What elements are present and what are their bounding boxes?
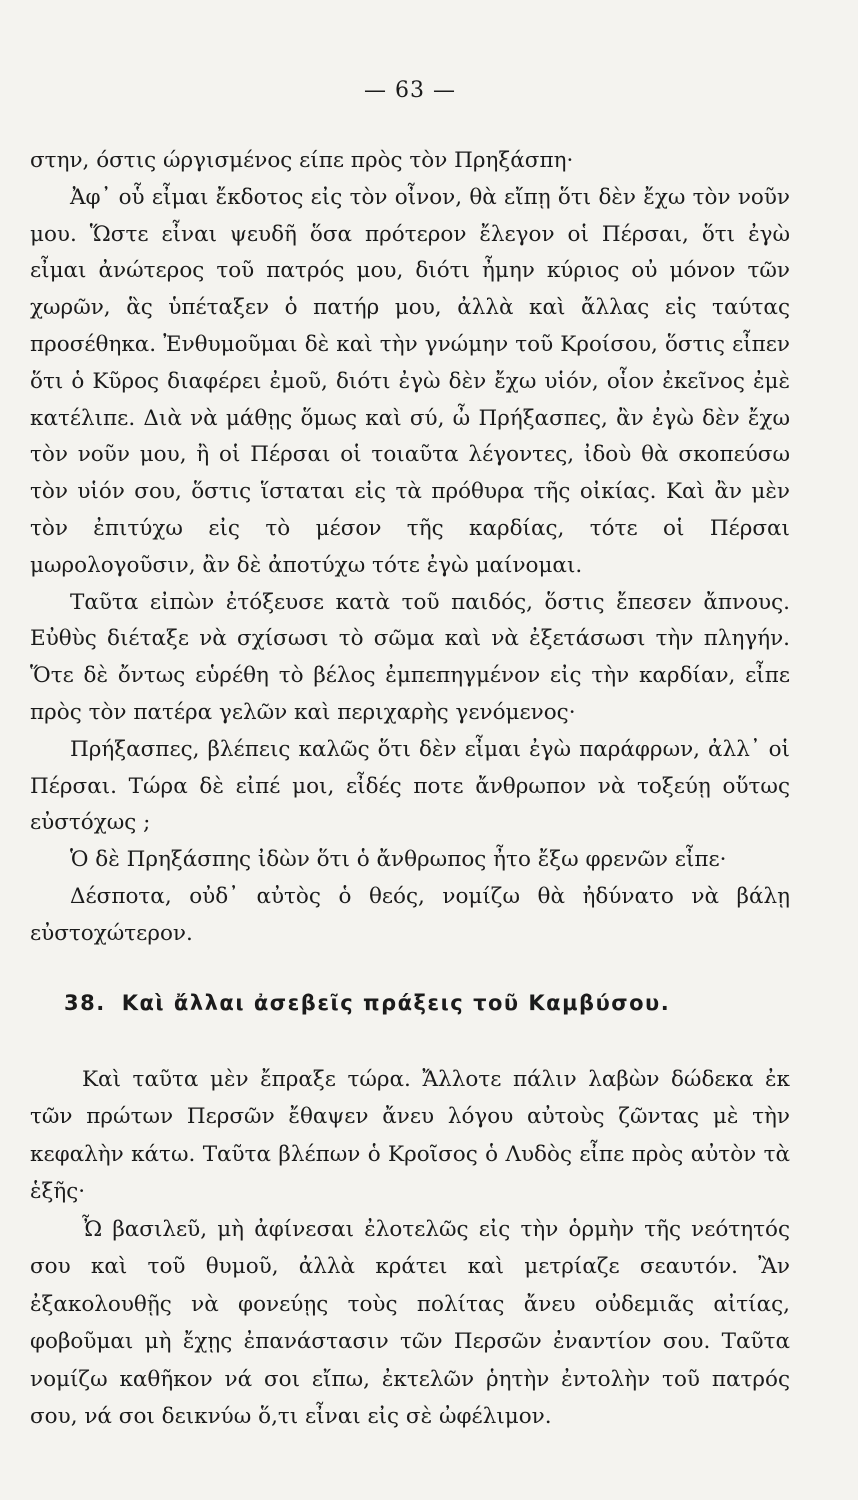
paragraph-arrow-shot: Ταῦτα εἰπὼν ἐτόξευσε κατὰ τοῦ παιδός, ὅστις ἔπεσεν ἄπνους. Εὐθὺς διέταξε νὰ σχίσωσι τὸ σῶμα καὶ νὰ ἐξετάσωσι τὴν πληγήν. Ὅτε δὲ ὄντως εὑρέθη τὸ βέλος ἐμπεπηγμένον εἰς τὴν καρδίαν, εἶπε πρὸς τὸν πατέρα γελῶν καὶ περιχαρὴς γενόμενος· (30, 589, 790, 725)
chapter-heading (64, 991, 790, 1015)
paragraph-prexaspes-reply: Δέσποτα, οὐδ᾽ αὐτὸς ὁ θεός, νομίζω θὰ ἠδύνατο νὰ βάλῃ εὐστοχώτερον. (30, 883, 790, 946)
page-number: — 63 — (364, 78, 456, 103)
paragraph-burial: Καὶ ταῦτα μὲν ἔπραξε τώρα. Ἄλλοτε πάλιν λαβὼν δώδεκα ἐκ τῶν πρώτων Περσῶν ἔθαψεν ἄνευ λόγου αὐτοὺς ζῶντας μὲ τὴν κεφαλὴν κάτω. Ταῦτα βλέπων ὁ Κροῖσος ὁ Λυδὸς εἶπε πρὸς αὐτὸν τὰ ἑξῆς· (30, 1066, 790, 1205)
paragraph-croesus-advice: Ὦ βασιλεῦ, μὴ ἀφίνεσαι ἐλοτελῶς εἰς τὴν ὁρμὴν τῆς νεότητός σου καὶ τοῦ θυμοῦ, ἀλλὰ κράτει καὶ μετρίαζε σεαυτόν. Ἂν ἐξακολουθῇς νὰ φονεύῃς τοὺς πολίτας ἄνευ οὐδεμιᾶς αἰτίας, φοβοῦμαι μὴ ἔχῃς ἐπανάστασιν τῶν Περσῶν ἐναντίον σου. Ταῦτα νομίζω καθῆκον νά σοι εἴπω, ἐκτελῶν ῥητὴν ἐντολὴν τοῦ πατρός σου, νά σοι δεικνύω ὅ,τι εἶναι εἰς σὲ ὠφέλιμον. (30, 1216, 790, 1430)
section-one-text (30, 143, 790, 953)
paragraph-cambyses-boast: Πρήξασπες, βλέπεις καλῶς ὅτι δὲν εἶμαι ἐγὼ παράφρων, ἀλλ᾽ οἱ Πέρσαι. Τώρα δὲ εἰπέ μοι, εἶδές ποτε ἄνθρωπον νὰ τοξεύῃ οὕτως εὐστόχως ; (30, 736, 790, 836)
chapter-title: Καὶ ἄλλαι ἀσεβεῖς πράξεις τοῦ Καμβύσου. (121, 990, 671, 1015)
paragraph-prexaspes-reply-intro: Ὁ δὲ Πρηξάσπης ἰδὼν ὅτι ὁ ἄνθρωπος ἦτο ἔξω φρενῶν εἶπε· (70, 847, 727, 873)
paragraph-cambyses-speech: Ἀφ᾽ οὗ εἶμαι ἔκδοτος εἰς τὸν οἶνον, θὰ εἴπῃ ὅτι δὲν ἔχω τὸν νοῦν μου. Ὥστε εἶναι ψευδῆ ὅσα πρότερον ἔλεγον οἱ Πέρσαι, ὅτι ἐγὼ εἶμαι ἀνώτερος τοῦ πατρός μου, διότι ἦμην κύριος οὐ μόνον τῶν χωρῶν, ἃς ὑπέταξεν ὁ πατήρ μου, ἀλλὰ καὶ ἄλλας εἰς ταύτας προσέθηκα. Ἐνθυμοῦμαι δὲ καὶ τὴν γνώμην τοῦ Κροίσου, ὅστις εἶπεν ὅτι ὁ Κῦρος διαφέρει ἐμοῦ, διότι ἐγὼ δὲν ἔχω υἱόν, οἷον ἐκεῖνος ἐμὲ κατέλιπε. Διὰ νὰ μάθῃς ὅμως καὶ σύ, ὦ Πρήξασπες, ἂν ἐγὼ δὲν ἔχω τὸν νοῦν μου, ἢ οἱ Πέρσαι οἱ τοιαῦτα λέγοντες, ἰδοὺ θὰ σκοπεύσω τὸν υἱόν σου, ὅστις ἵσταται εἰς τὰ πρόθυρα τῆς οἰκίας. Καὶ ἂν μὲν τὸν ἐπιτύχω εἰς τὸ μέσον τῆς καρδίας, τότε οἱ Πέρσαι μωρολογοῦσιν, ἂν δὲ ἀποτύχω τότε ἐγὼ μαίνομαι. (30, 184, 790, 578)
paragraph-continuation: στην, όστις ώργισμένος είπε πρὸς τὸν Πρηξάσπη· (30, 148, 574, 173)
section-two-text (30, 1061, 790, 1436)
chapter-number: 38. (64, 990, 106, 1015)
